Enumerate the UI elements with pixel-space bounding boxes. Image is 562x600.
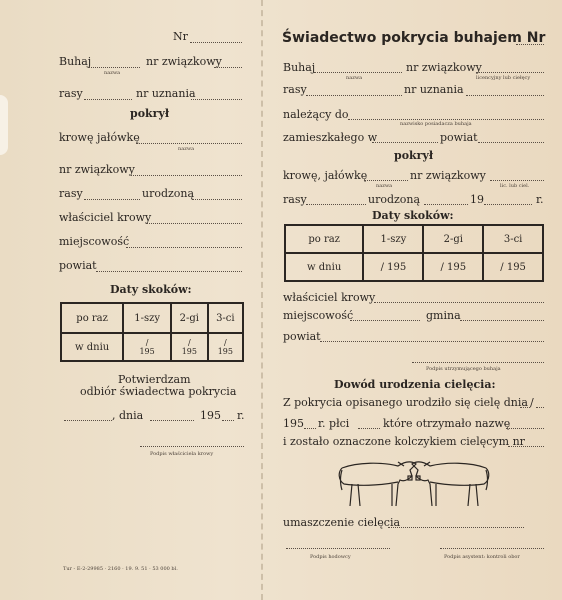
pokryl-heading: pokrył <box>130 107 170 120</box>
miejscowosc-label: miejscowość <box>283 309 354 322</box>
nr-zwiazkowy-line-2 <box>490 180 544 181</box>
table-cell-2: / 195 <box>423 253 483 281</box>
podpis-wlasciciela: Podpis właściciela krowy <box>150 451 214 457</box>
date-line <box>150 420 194 421</box>
month-line <box>536 407 544 408</box>
rasy-label: rasy <box>59 87 83 100</box>
slash: / <box>530 396 534 409</box>
wlasciciel-label: właściciel krowy <box>59 211 152 224</box>
table-header-1: 1-szy <box>363 225 423 253</box>
nazwa-caption: nazwa <box>346 75 363 81</box>
rok-line <box>484 204 532 205</box>
table-header-3: 3-ci <box>208 303 243 333</box>
rasy-label-2: rasy <box>283 193 307 206</box>
miejscowosc-label: miejscowość <box>59 235 130 248</box>
rok-195: 195 <box>283 417 304 430</box>
nalezacy-line <box>348 119 544 120</box>
signature-line <box>140 446 244 447</box>
title-nr-line <box>516 44 544 45</box>
table-cell-1 <box>123 333 171 361</box>
kolczyk-line <box>508 446 544 447</box>
gmina-label: gmina <box>426 309 461 322</box>
nr-zwiazkowy-line <box>214 67 242 68</box>
nr-zwiazkowy-label: nr związkowy <box>406 61 482 74</box>
podpis-asystenta: Podpis asystent: kontroli obor <box>444 554 520 560</box>
certificate-title: Świadectwo pokrycia buhajem Nr <box>282 30 546 46</box>
table-cell-year: 195 <box>217 347 233 356</box>
krowe-label: krowę jałówkę <box>59 131 140 144</box>
year-line <box>304 428 316 429</box>
dowod-heading: Dowód urodzenia cielęcia: <box>334 378 496 391</box>
day-line <box>520 407 530 408</box>
rok-19-label: 19 <box>470 193 484 206</box>
nr-zwiazkowy-label-2: nr związkowy <box>59 163 135 176</box>
nr-line <box>190 42 242 43</box>
odbior-text: odbiór świadectwa pokrycia <box>80 385 237 398</box>
gmina-line <box>460 320 544 321</box>
buhaj-line <box>314 72 402 73</box>
powiat-line <box>478 142 544 143</box>
table-row-w-dniu: w dniu <box>61 333 123 361</box>
table-header-po-raz: po raz <box>285 225 363 253</box>
table-header-2: 2-gi <box>171 303 208 333</box>
buhaj-line <box>88 67 140 68</box>
krowe-line <box>364 180 408 181</box>
krowe-line <box>136 143 242 144</box>
table-header-2: 2-gi <box>423 225 483 253</box>
table-cell-2 <box>171 333 208 361</box>
nazwisko-caption: nazwisko posiadacza buhaja <box>400 121 472 127</box>
rasy-line-2 <box>306 204 366 205</box>
nr-zwiazkowy-label: nr związkowy <box>146 55 222 68</box>
daty-skokow-heading: Daty skoków: <box>110 283 192 296</box>
wlasciciel-label: właściciel krowy <box>283 291 376 304</box>
i-zostalo-label: i zostało oznaczone kolczykiem cielęcym nr <box>283 435 525 448</box>
nr-zwiazkowy-line <box>476 72 544 73</box>
year-label: 195 <box>200 409 221 422</box>
wlasciciel-line <box>146 223 242 224</box>
rasy-line-2 <box>84 199 140 200</box>
nr-zwiazkowy-line-2 <box>131 175 242 176</box>
table-cell-year: 195 <box>181 347 197 356</box>
signature-line-hodowca <box>286 548 390 549</box>
buhaj-label: Buhaj <box>283 61 316 74</box>
umaszczenie-label: umaszczenie cielęcia <box>283 516 401 529</box>
table-cell-slash: / <box>187 338 191 347</box>
rasy-label: rasy <box>283 83 307 96</box>
nr-uznania-line <box>466 95 544 96</box>
ktore-label: które otrzymało nazwę <box>383 417 511 430</box>
table-row-w-dniu: w dniu <box>285 253 363 281</box>
year-line <box>222 420 234 421</box>
buhaj-label: Buhaj <box>59 55 92 68</box>
place-line <box>64 420 112 421</box>
signature-line-buhaj <box>412 362 544 363</box>
nr-uznania-label: nr uznania <box>404 83 464 96</box>
jump-dates-table-right <box>284 224 544 282</box>
table-cell-3 <box>208 333 243 361</box>
licencyjny-caption: licencyjny lub ciełęcy <box>476 75 531 81</box>
z-pokrycia-text: Z pokrycia opisanego urodziło się cielę dnia <box>283 396 528 409</box>
wlasciciel-line <box>374 302 544 303</box>
umaszczenie-line <box>388 527 524 528</box>
powiat-line <box>96 271 242 272</box>
powiat-line-2 <box>320 341 544 342</box>
nr-uznania-label: nr uznania <box>136 87 196 100</box>
perforation-line <box>261 0 263 600</box>
zamieszkalego-line <box>372 142 438 143</box>
urodzona-line <box>424 204 468 205</box>
r-label: r. <box>237 409 245 422</box>
calf-marking-illustration <box>338 454 490 512</box>
urodzona-label: urodzoną <box>368 193 421 206</box>
table-header-1: 1-szy <box>123 303 171 333</box>
zamieszkalego-label: zamieszkałego w <box>283 131 378 144</box>
table-cell-slash: / <box>223 338 227 347</box>
r-plci-label: r. płci <box>318 417 350 430</box>
nalezacy-label: należący do <box>283 108 349 121</box>
lic-caption: lic. lub ciel. <box>500 183 530 189</box>
rasy-line <box>306 95 402 96</box>
potwierdzam-text: Potwierdzam <box>118 373 191 386</box>
signature-line-asystent <box>440 548 544 549</box>
plec-line <box>358 428 380 429</box>
table-cell-slash: / <box>145 338 149 347</box>
table-header-po-raz: po raz <box>61 303 123 333</box>
pokryl-heading: pokrył <box>394 149 434 162</box>
miejscowosc-line <box>350 320 420 321</box>
podpis-utrzymujacego: Podpis utrzymującego buhaja <box>426 366 501 372</box>
nazwa-caption: nazwa <box>104 70 121 76</box>
daty-skokow-heading: Daty skoków: <box>372 209 454 222</box>
nazwa-caption-2: nazwa <box>178 146 195 152</box>
nazwa-caption-2: nazwa <box>376 183 393 189</box>
rasy-line <box>84 99 132 100</box>
nazwa-line <box>506 428 544 429</box>
punch-notch <box>0 95 8 155</box>
table-cell-3: / 195 <box>483 253 543 281</box>
r-label: r. <box>536 193 544 206</box>
jump-dates-table-left <box>60 302 244 362</box>
urodzona-line <box>192 199 242 200</box>
nr-label: Nr <box>173 30 188 43</box>
podpis-hodowcy: Podpis hodowcy <box>310 554 351 560</box>
urodzona-label: urodzoną <box>142 187 195 200</box>
miejscowosc-line <box>126 247 242 248</box>
rasy-label-2: rasy <box>59 187 83 200</box>
table-cell-year: 195 <box>139 347 155 356</box>
table-header-3: 3-ci <box>483 225 543 253</box>
nr-uznania-line <box>191 99 242 100</box>
nr-zwiazkowy-label-2: nr związkowy <box>410 169 486 182</box>
krowe-label: krowę, jałówkę <box>283 169 368 182</box>
dnia-label: , dnia <box>112 409 144 422</box>
table-cell-1: / 195 <box>363 253 423 281</box>
print-imprint: Tur - E-2-29985 · 2160 · 19. 9. 51 · 53 000 bl. <box>63 566 178 572</box>
powiat-label-2: powiat <box>283 330 321 343</box>
powiat-label: powiat <box>440 131 478 144</box>
powiat-label: powiat <box>59 259 97 272</box>
